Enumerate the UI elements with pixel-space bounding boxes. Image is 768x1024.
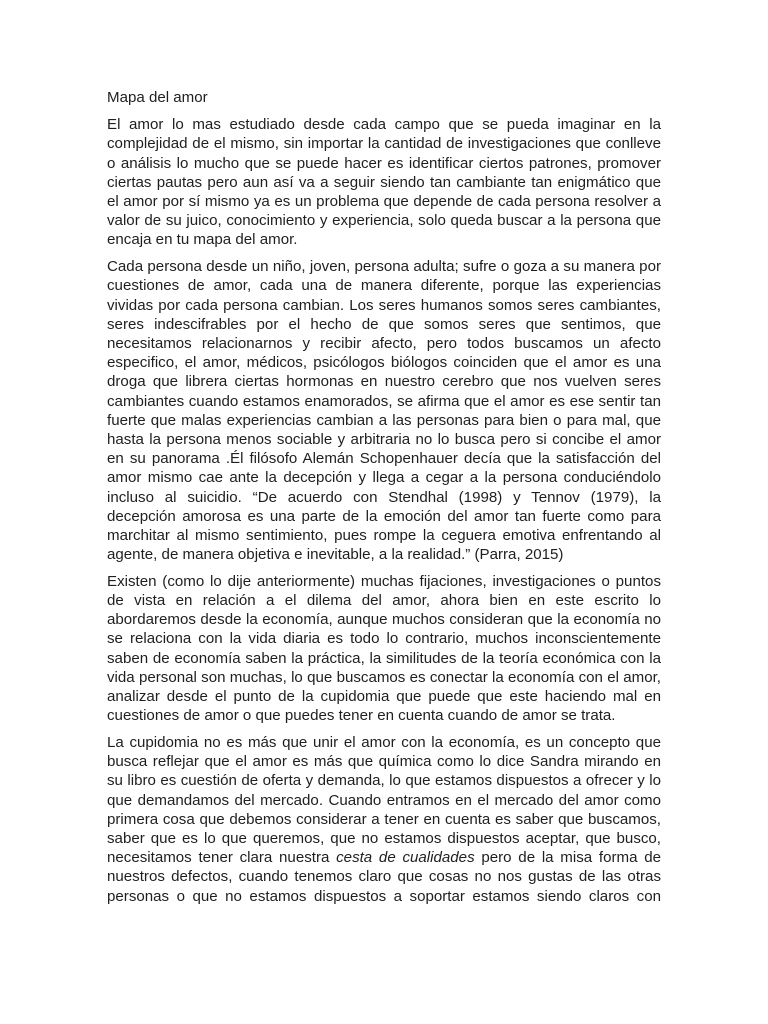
paragraph-3: Existen (como lo dije anteriormente) muchas fijaciones, investigaciones o puntos de vista en relación a el dilema del amor, ahora bien en este escrito lo abordaremos desde la economía, aunque muchos consideran que la economía no se relaciona con la vida diaria es todo lo contrario, muchos inconscientemente saben de economía saben la práctica, la similitudes de la teoría económica con la vida personal son muchas, lo que buscamos es conectar la economía con el amor, analizar desde el punto de la cupidomia que puede que este haciendo mal en cuestiones de amor o que puedes tener en cuenta cuando de amor se trata. [107, 572, 661, 725]
paragraph-1: El amor lo mas estudiado desde cada campo que se pueda imaginar en la complejidad de el mismo, sin importar la cantidad de investigaciones que conlleve o análisis lo mucho que se puede hacer es identificar ciertos patrones, promover ciertas pautas pero aun así va a seguir siendo tan cambiante tan enigmático que el amor por sí mismo ya es un problema que depende de cada persona resolver a valor de su juico, conocimiento y experiencia, solo queda buscar a la persona que encaja en tu mapa del amor. [107, 116, 661, 249]
paragraph-4-text-start: La cupidomia no es más que unir el amor con la economía, es un concepto que busca reflejar que el amor es más que química como lo dice Sandra mirando en su libro es cuestión de oferta y demanda, lo que estamos dispuestos a ofrecer y lo que demandamos del mercado. Cuando entramos en el mercado del amor como primera cosa que debemos considerar a tener en cuenta es saber que buscamos, saber que es lo que queremos, que no estamos dispuestos aceptar, que busco, necesitamos tener clara nuestra [107, 734, 661, 867]
document-title: Mapa del amor [107, 89, 208, 106]
document-body [107, 88, 661, 913]
paragraph-4-text-end: pero de la misa forma de nuestros defectos, cuando tenemos claro que cosas no nos gustas de las otras personas o que no estamos dispuestos a soportar estamos siendo claros con [107, 849, 661, 905]
paragraph-4-italic-phrase: cesta de cualidades [336, 849, 475, 867]
paragraph-4 [107, 733, 661, 906]
paragraph-2: Cada persona desde un niño, joven, persona adulta; sufre o goza a su manera por cuestiones de amor, cada una de manera diferente, porque las experiencias vividas por cada persona cambian. Los seres humanos somos seres cambiantes, seres indescifrables por el hecho de que somos seres que sentimos, que necesitamos relacionarnos y recibir afecto, pero todos buscamos un afecto especifico, el amor, médicos, psicólogos biólogos coinciden que el amor es una droga que librera ciertas hormonas en nuestro cerebro que nos vuelven seres cambiantes cuando estamos enamorados, se afirma que el amor es ese sentir tan fuerte que malas experiencias cambian a las personas para bien o para mal, que hasta la persona menos sociable y arbitraria no lo busca pero si concibe el amor en su panorama .Él filósofo Alemán Schopenhauer decía que la satisfacción del amor mismo cae ante la decepción y llega a cegar a la persona conduciéndolo incluso al suicidio. “De acuerdo con Stendhal (1998) y Tennov (1979), la decepción amorosa es una parte de la emoción del amor tan fuerte como para marchitar al mismo sentimiento, pues rompe la ceguera emotiva enfrentando al agente, de manera objetiva e inevitable, a la realidad.” (Parra, 2015) [107, 258, 661, 564]
